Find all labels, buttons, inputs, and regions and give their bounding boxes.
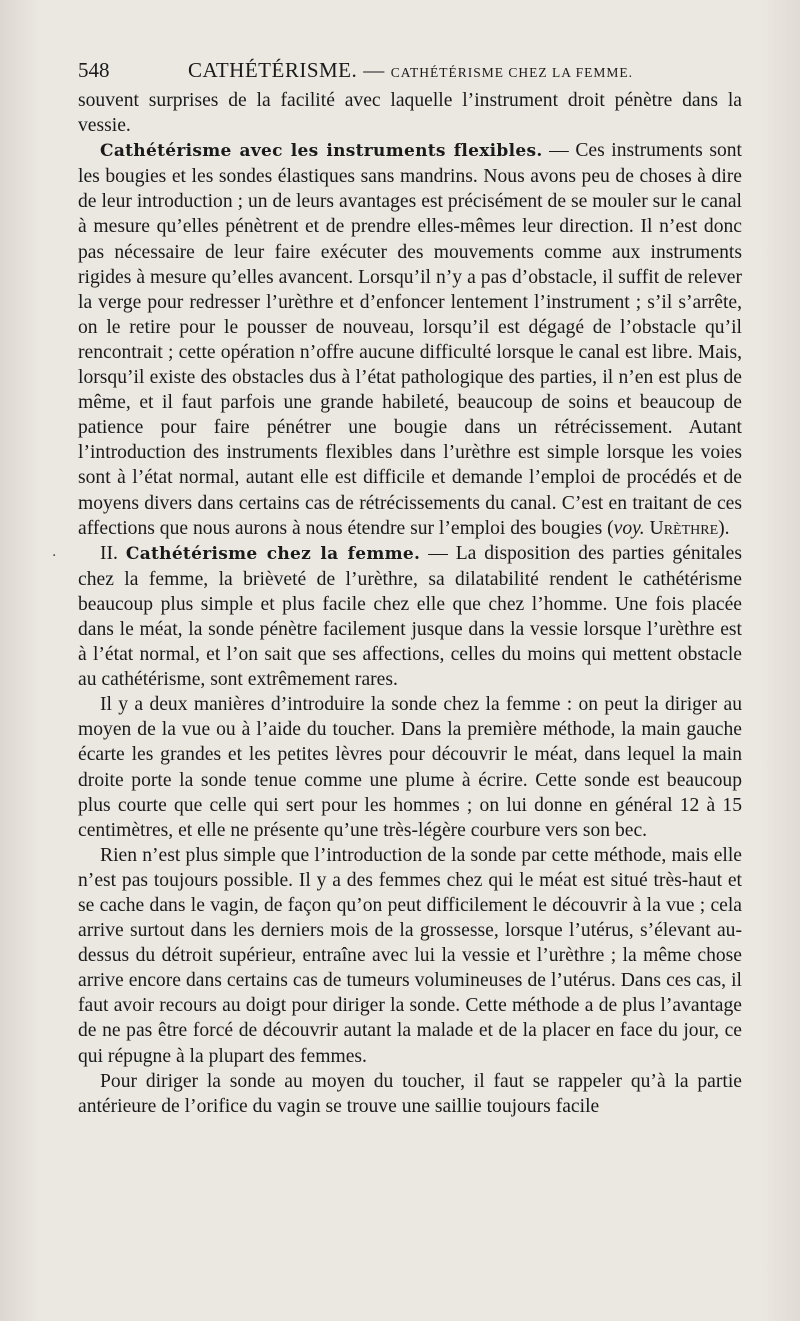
- paragraph-2-end: ).: [718, 517, 730, 539]
- section-subtitle: CATHÉTÉRISME CHEZ LA FEMME.: [390, 65, 634, 80]
- cross-reference: Urèthre: [644, 517, 719, 539]
- body-text: [78, 88, 742, 1119]
- paragraph-3-text: — La disposition des parties génitales chez la femme, la brièveté de l’urèthre, sa dilatabilité rendent le cathétérisme beaucoup plus simple et plus facile chez elle que chez l’homme. Une fois placée dans le méat, la sonde pénètre facilement jusque dans la vessie lorsque l’urèthre est à l’état normal, et l’on sait que ses affections, celles du moins qui mettent obstacle au cathétérisme, sont extrêmement rares.: [78, 542, 742, 691]
- margin-dot: ·: [52, 548, 57, 564]
- paragraph-4: Il y a deux manières d’introduire la sonde chez la femme : on peut la diriger au moyen de la vue ou à l’aide du toucher. Dans la première méthode, la main gauche écarte les grandes et les petites lèvres pour découvrir le méat, dans lequel la main droite porte la sonde tenue comme une plume à écrire. Cette sonde est beaucoup plus courte que celle qui sert pour les hommes ; on lui donne en général 12 à 15 centimètres, et elle ne présente qu’une très-légère courbure vers son bec.: [78, 694, 742, 841]
- paragraph-1: souvent surprises de la facilité avec laquelle l’instrument droit pénètre dans la vessie.: [78, 90, 742, 137]
- running-header: [78, 58, 742, 84]
- section-number: II.: [100, 542, 126, 564]
- section-heading-flexibles: Cathétérisme avec les instruments flexibles.: [100, 141, 543, 162]
- paragraph-2: [78, 138, 742, 541]
- title-dash: —: [363, 58, 385, 82]
- paragraph-6: Pour diriger la sonde au moyen du toucher, il faut se rappeler qu’à la partie antérieure de l’orifice du vagin se trouve une saillie toujours facile: [78, 1070, 742, 1117]
- voy-abbrev: voy.: [613, 517, 645, 539]
- paragraph-2-text: — Ces instruments sont les bougies et les sondes élastiques sans mandrins. Nous avons peu de choses à dire de leur introduction ; un de leurs avantages est précisément de se mouler sur le canal à mesure qu’elles pénètrent et de prendre elles-mêmes leur direction. Il n’est donc pas nécessaire de leur faire exécuter des mouvements comme aux instruments rigides à mesure qu’elles avancent. Lorsqu’il n’y a pas d’obstacle, il suffit de relever la verge pour redresser l’urèthre et d’enfoncer lentement l’instrument ; s’il s’arrête, on le retire pour le pousser de nouveau, lorsqu’il est dégagé de l’obstacle qu’il rencontrait ; cette opération n’offre aucune difficulté lorsque le canal est libre. Mais, lorsqu’il existe des obstacles dus à l’état pathologique des parties, il n’en est plus de même, et il faut parfois une grande habileté, beaucoup de soins et beaucoup de patience pour faire pénétrer une bougie dans un rétrécissement. Autant l’introduction des instruments flexibles dans l’urèthre est simple lorsque les voies sont à l’état normal, autant elle est difficile et demande l’emploi de procédés et de moyens divers dans certains cas de rétrécissements du canal. C’est en traitant de ces affections que nous aurons à nous étendre sur l’emploi des bougies (: [78, 140, 742, 539]
- chapter-title: CATHÉTÉRISME.: [188, 58, 358, 82]
- paragraph-5: Rien n’est plus simple que l’introduction de la sonde par cette méthode, mais elle n’est pas toujours possible. Il y a des femmes chez qui le méat est situé très-haut et se cache dans le vagin, de façon qu’on peut difficilement le découvrir à la vue ; cela arrive surtout dans les derniers mois de la grossesse, lorsque l’utérus, s’élevant au-dessus du détroit supérieur, entraîne avec lui la vessie et l’urèthre ; la même chose arrive encore dans certains cas de tumeurs volumineuses de l’utérus. Dans ces cas, il faut avoir recours au doigt pour diriger la sonde. Cette méthode a de plus l’avantage de ne pas être forcé de découvrir autant la malade et de la placer en face du jour, ce qui répugne à la plupart des femmes.: [78, 844, 742, 1067]
- running-title: [188, 58, 633, 83]
- page-number: 548: [78, 58, 110, 82]
- paragraph-3: [78, 541, 742, 693]
- section-heading-femme: Cathétérisme chez la femme.: [125, 543, 421, 564]
